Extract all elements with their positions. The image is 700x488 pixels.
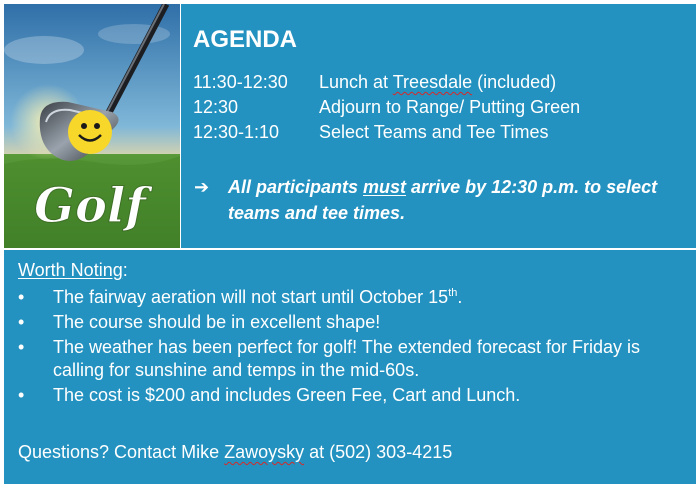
agenda-panel	[181, 4, 696, 248]
list-item	[4, 311, 696, 334]
notes-title-colon: :	[122, 260, 128, 280]
notice-text	[228, 174, 698, 226]
arrow-right-icon: ➔	[194, 177, 210, 197]
agenda-row	[193, 72, 556, 93]
list-item-text: The course should be in excellent shape!	[53, 312, 381, 332]
list-item	[4, 286, 696, 309]
agenda-time: 12:30	[193, 97, 239, 117]
agenda-time: 11:30-12:30	[193, 72, 288, 92]
agenda-time: 12:30-1:10	[193, 122, 280, 142]
agenda-row	[193, 122, 548, 143]
notice-emphasis: must	[363, 177, 407, 197]
bullet-icon: •	[18, 385, 25, 405]
contact-text: at (502) 303-4215	[304, 442, 453, 462]
bullet-icon: •	[18, 312, 25, 332]
superscript: th	[448, 287, 458, 299]
agenda-activity: Select Teams and Tee Times	[319, 122, 549, 142]
agenda-activity	[319, 72, 556, 93]
spellcheck-word: Zawoysky	[224, 442, 305, 462]
agenda-title: AGENDA	[193, 26, 298, 53]
notes-title-text: Worth Noting	[18, 260, 123, 280]
list-item-text: The fairway aeration will not start until October 15	[53, 287, 449, 307]
activity-text: (included)	[472, 72, 557, 92]
golf-image	[4, 4, 181, 248]
activity-text: Lunch at	[319, 72, 393, 92]
contact-text: Questions? Contact Mike	[18, 442, 225, 462]
list-item-text: The cost is $200 and includes Green Fee, Cart and Lunch.	[53, 385, 521, 405]
notice-part: arrive by 12:30 p.m. to select teams and tee times.	[228, 177, 658, 223]
list-item-tail: .	[457, 287, 463, 307]
notes-panel	[4, 250, 696, 484]
contact-line	[18, 442, 452, 463]
notes-title	[18, 260, 128, 281]
bullet-icon: •	[18, 337, 25, 357]
golf-club-smiley-ball-icon	[4, 4, 180, 248]
bullet-icon: •	[18, 287, 25, 307]
golf-caption: Golf	[34, 178, 146, 234]
agenda-row	[193, 97, 580, 118]
list-item-text: The weather has been perfect for golf! The extended forecast for Friday is calling for sunshine and temps in the mid-60s.	[53, 337, 640, 380]
list-item	[4, 336, 696, 382]
notice-part: All participants	[228, 177, 364, 197]
list-item	[4, 384, 696, 407]
spellcheck-word: Treesdale	[392, 72, 473, 92]
agenda-activity: Adjourn to Range/ Putting Green	[319, 97, 581, 117]
notes-list	[4, 286, 696, 409]
